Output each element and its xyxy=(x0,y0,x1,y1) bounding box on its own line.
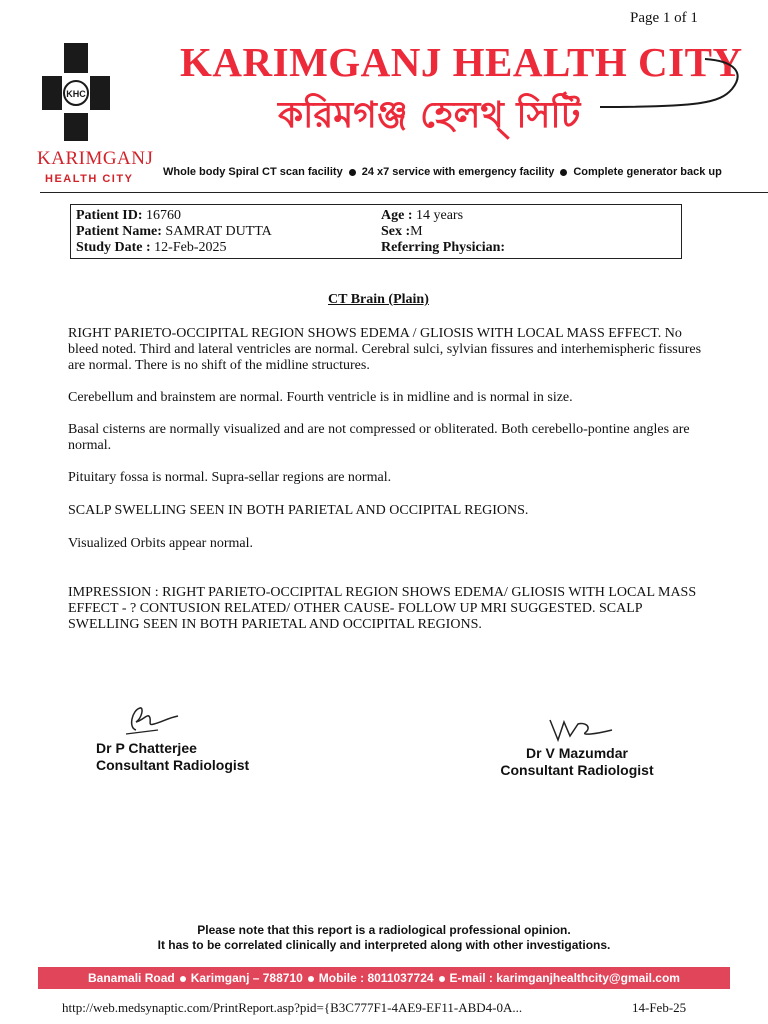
study-date: 12-Feb-2025 xyxy=(154,240,227,255)
disclaimer-notice xyxy=(0,923,768,953)
facility-item: 24 x7 service with emergency facility xyxy=(361,166,555,178)
contact-footer-bar xyxy=(38,967,730,989)
brand-subtitle: HEALTH CITY xyxy=(45,173,134,185)
footer-mobile: Mobile : 8011037724 xyxy=(318,971,434,985)
findings-paragraph: Visualized Orbits appear normal. xyxy=(68,536,253,551)
signature-block xyxy=(96,740,249,774)
age-label: Age : xyxy=(381,208,413,223)
bullet-icon xyxy=(560,169,567,176)
bullet-icon xyxy=(308,976,314,982)
signature-block xyxy=(494,745,660,779)
footer-city: Karimganj – 788710 xyxy=(190,971,303,985)
disclaimer-line: It has to be correlated clinically and interpreted along with other investigations. xyxy=(157,938,611,952)
facility-item: Whole body Spiral CT scan facility xyxy=(163,166,343,178)
page-number: Page 1 of 1 xyxy=(630,10,698,26)
patient-info-box xyxy=(70,204,682,259)
findings-paragraph: Basal cisterns are normally visualized and are not compressed or obliterated. Both cerebello-pontine angles are normal. xyxy=(68,422,690,453)
footer-address: Banamali Road xyxy=(88,971,175,985)
patient-name-label: Patient Name: xyxy=(76,224,162,239)
hospital-logo-icon xyxy=(42,43,110,141)
radiologist-name: Dr P Chatterjee xyxy=(96,740,197,756)
header-swoosh-icon xyxy=(560,55,750,125)
facility-item: Complete generator back up xyxy=(573,166,722,178)
report-title: CT Brain (Plain) xyxy=(328,292,429,307)
facilities-line xyxy=(163,166,722,178)
hospital-name-english: KARIMGANJ HEALTH CITY xyxy=(180,39,743,85)
impression-paragraph: IMPRESSION : RIGHT PARIETO-OCCIPITAL REGION SHOWS EDEMA/ GLIOSIS WITH LOCAL MASS EFFECT - ? CONTUSION RELATED/ OTHER CAUSE- FOLLOW UP MRI SUGGESTED. SCALP SWELLING SEEN IN BOTH PARIETAL AND OCCIPITAL REGIONS. xyxy=(68,585,697,632)
patient-id-label: Patient ID: xyxy=(76,208,143,223)
findings-paragraph: SCALP SWELLING SEEN IN BOTH PARIETAL AND OCCIPITAL REGIONS. xyxy=(68,503,529,518)
study-date-label: Study Date : xyxy=(76,240,151,255)
sex-label: Sex : xyxy=(381,224,411,239)
bullet-icon xyxy=(439,976,445,982)
age: 14 years xyxy=(416,208,464,223)
header-divider xyxy=(40,192,768,193)
bullet-icon xyxy=(349,169,356,176)
signature-chatterjee-icon xyxy=(118,700,188,740)
brand-name: KARIMGANJ xyxy=(37,148,154,169)
referring-physician-label: Referring Physician: xyxy=(381,240,506,255)
print-date: 14-Feb-25 xyxy=(632,1000,687,1015)
patient-info-left xyxy=(76,208,272,256)
sex: M xyxy=(410,224,423,239)
radiologist-name: Dr V Mazumdar xyxy=(526,745,628,761)
findings-paragraph: Pituitary fossa is normal. Supra-sellar regions are normal. xyxy=(68,470,392,485)
disclaimer-line: Please note that this report is a radiological professional opinion. xyxy=(197,923,571,937)
signature-mazumdar-icon xyxy=(540,712,620,746)
patient-id: 16760 xyxy=(146,208,181,223)
radiologist-title: Consultant Radiologist xyxy=(96,757,250,773)
findings-paragraph: RIGHT PARIETO-OCCIPITAL REGION SHOWS EDEMA / GLIOSIS WITH LOCAL MASS EFFECT. No bleed noted. Third and lateral ventricles are normal. Cerebral sulci, sylvian fissures and interhemispheric fissures are normal. There is no shift of the midline structures. xyxy=(68,326,702,373)
logo-text: KHC xyxy=(66,89,86,99)
footer-email: E-mail : karimganjhealthcity@gmail.com xyxy=(449,971,680,985)
patient-name: SAMRAT DUTTA xyxy=(165,224,272,239)
bullet-icon xyxy=(180,976,186,982)
hospital-name-bengali: করিমগঞ্জ হেলথ্ সিটি xyxy=(278,95,581,136)
radiologist-title: Consultant Radiologist xyxy=(500,762,654,778)
findings-paragraph: Cerebellum and brainstem are normal. Fourth ventricle is in midline and is normal in size. xyxy=(68,390,573,405)
print-url: http://web.medsynaptic.com/PrintReport.asp?pid={B3C777F1-4AE9-EF11-ABD4-0A... xyxy=(62,1000,523,1015)
patient-info-right xyxy=(381,208,505,256)
